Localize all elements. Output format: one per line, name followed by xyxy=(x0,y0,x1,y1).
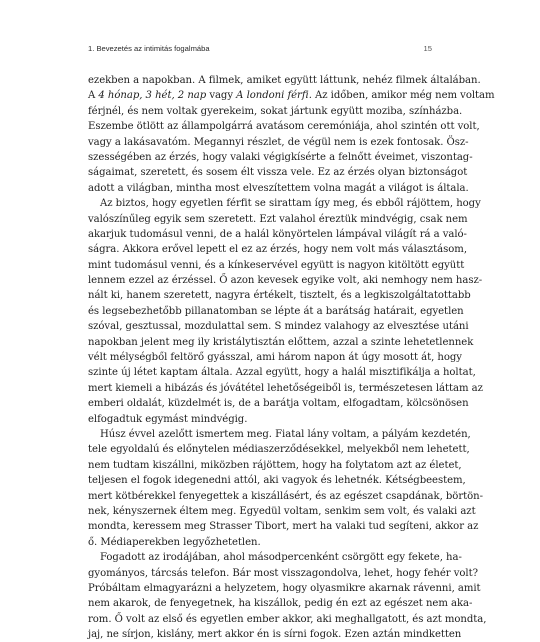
text-line: ságaimat, szeretett, és sosem élt vissza vele. Ez az érzés olyan biztonságot xyxy=(88,167,468,179)
film-title: A londoni férfi xyxy=(236,90,309,102)
page-number: 15 xyxy=(423,44,432,53)
text-line: Fogadott az irodájában, ahol másodpercenként csörgött egy fekete, ha- xyxy=(100,552,462,564)
text-line: ságra. Akkora erővel lepett el ez az érzés, hogy nem volt más választásom, xyxy=(88,244,467,256)
text-line: adott a világban, mintha most elveszítettem volna magát a világot is általa. xyxy=(88,182,469,194)
text-line: ezekben a napokban. A filmek, amiket együtt láttunk, nehéz filmek általában. xyxy=(88,75,481,86)
text-line: férjnél, és nem voltak gyerekeim, sokat jártunk együtt moziba, színházba. xyxy=(88,105,463,117)
text-line: rom. Ő volt az első és egyetlen ember akkor, aki meghallgatott, és azt mondta, xyxy=(88,613,487,625)
text-line: nem tudtam kiszállni, miközben rájöttem, hogy ha folytatom azt az életet, xyxy=(88,459,462,471)
text-line: valószínűleg egyik sem szeretett. Ezt valahol éreztük mindvégig, csak nem xyxy=(88,213,468,225)
text-line: A 4 hónap, 3 hét, 2 nap vagy A londoni férfi. Az időben, amikor még nem voltam xyxy=(88,90,495,102)
text-line: emberi oldalát, küzdelmét is, de a barátja voltam, elfogadtam, kölcsönösen xyxy=(88,398,469,410)
text-line: napokban jelent meg ily kristálytisztán előttem, azzal a szinte lehetetlennek xyxy=(88,336,474,348)
text-line: Az biztos, hogy egyetlen férfit se sirattam így meg, és ebből rájöttem, hogy xyxy=(100,198,481,210)
text-line: mint tudomásul venni, és a kínkeservével együtt is nagyon kitöltött együtt xyxy=(88,259,465,271)
text-line: nem akarok, de fenyegetnek, ha kiszállok, pedig én ezt az egészet nem aka- xyxy=(88,598,473,610)
text-line: Húsz évvel azelőtt ismertem meg. Fiatal lány voltam, a pályám kezdetén, xyxy=(100,428,471,440)
text-line: vélt mélységből feltörő gyásszal, ami három napon át úgy mosott át, hogy xyxy=(88,352,462,364)
body-text xyxy=(88,73,495,642)
text-line: vagy a lakásavatóm. Megannyi részlet, de végül nem is ezek fontosak. Ösz- xyxy=(88,136,469,148)
text-line: szességében az érzés, hogy valaki végigkísérte a felnőtt éveimet, viszontag- xyxy=(88,151,473,163)
text-line: Próbáltam elmagyarázni a helyzetem, hogy olyasmikre akarnak rávenni, amit xyxy=(88,582,481,594)
text-line: szóval, gesztussal, mozdulattal sem. S mindez valahogy az elvesztése utáni xyxy=(88,321,469,333)
film-title: 4 hónap, 3 hét, 2 nap xyxy=(98,90,207,102)
chapter-title: 1. Bevezetés az intimitás fogalmába xyxy=(88,44,210,53)
text-line: teljesen el fogok idegenedni attól, aki vagyok és lehetnék. Kétségbeestem, xyxy=(88,475,466,487)
text-line: nek, kényszernek éltem meg. Egyedül voltam, senkim sem volt, és valaki azt xyxy=(88,505,476,517)
text-line: Eszembe ötlött az állampolgárrá avatásom ceremóniája, ahol szintén ott volt, xyxy=(88,121,480,133)
running-head xyxy=(88,44,432,58)
text-line: mondta, keressem meg Strasser Tibort, mert ha valaki tud segíteni, akkor az xyxy=(88,521,479,533)
text-line: és legsebezhetőbb pillanatomban se lépte át a barátság határait, egyetlen xyxy=(88,305,464,317)
text-line: szinte új létet kaptam általa. Azzal együtt, hogy a halál misztifikálja a holtat, xyxy=(88,367,476,379)
text-line: akarjuk tudomásul venni, de a halál könyörtelen lámpával világít rá a való- xyxy=(88,228,467,240)
text-line: lennem ezzel az érzéssel. Ő azon kevesek egyike volt, aki nemhogy nem hasz- xyxy=(88,275,483,287)
text-line: mert kötbérekkel fenyegettek a kiszállásért, és az egészet csapdának, börtön- xyxy=(88,490,483,502)
text-line: nált ki, hanem szeretett, nagyra értékelt, tisztelt, és a legkiszolgáltatottabb xyxy=(88,290,471,302)
text-line: ő. Médiaperekben legyőzhetetlen. xyxy=(88,536,261,548)
text-line: tele egyoldalú és előnytelen médiaszerződésekkel, melyekből nem lehetett, xyxy=(88,444,470,456)
text-line: jaj, ne sírjon, kislány, mert akkor én is sírni fogok. Ezen aztán mindketten xyxy=(88,629,462,641)
text-line: gyományos, tárcsás telefon. Bár most visszagondolva, lehet, hogy fehér volt? xyxy=(88,567,478,579)
text-line: elfogadtuk egymást mindvégig. xyxy=(88,413,248,425)
text-line: mert kiemeli a hibázás és jóvátétel lehetőségeiből is, természetesen láttam az xyxy=(88,382,483,394)
